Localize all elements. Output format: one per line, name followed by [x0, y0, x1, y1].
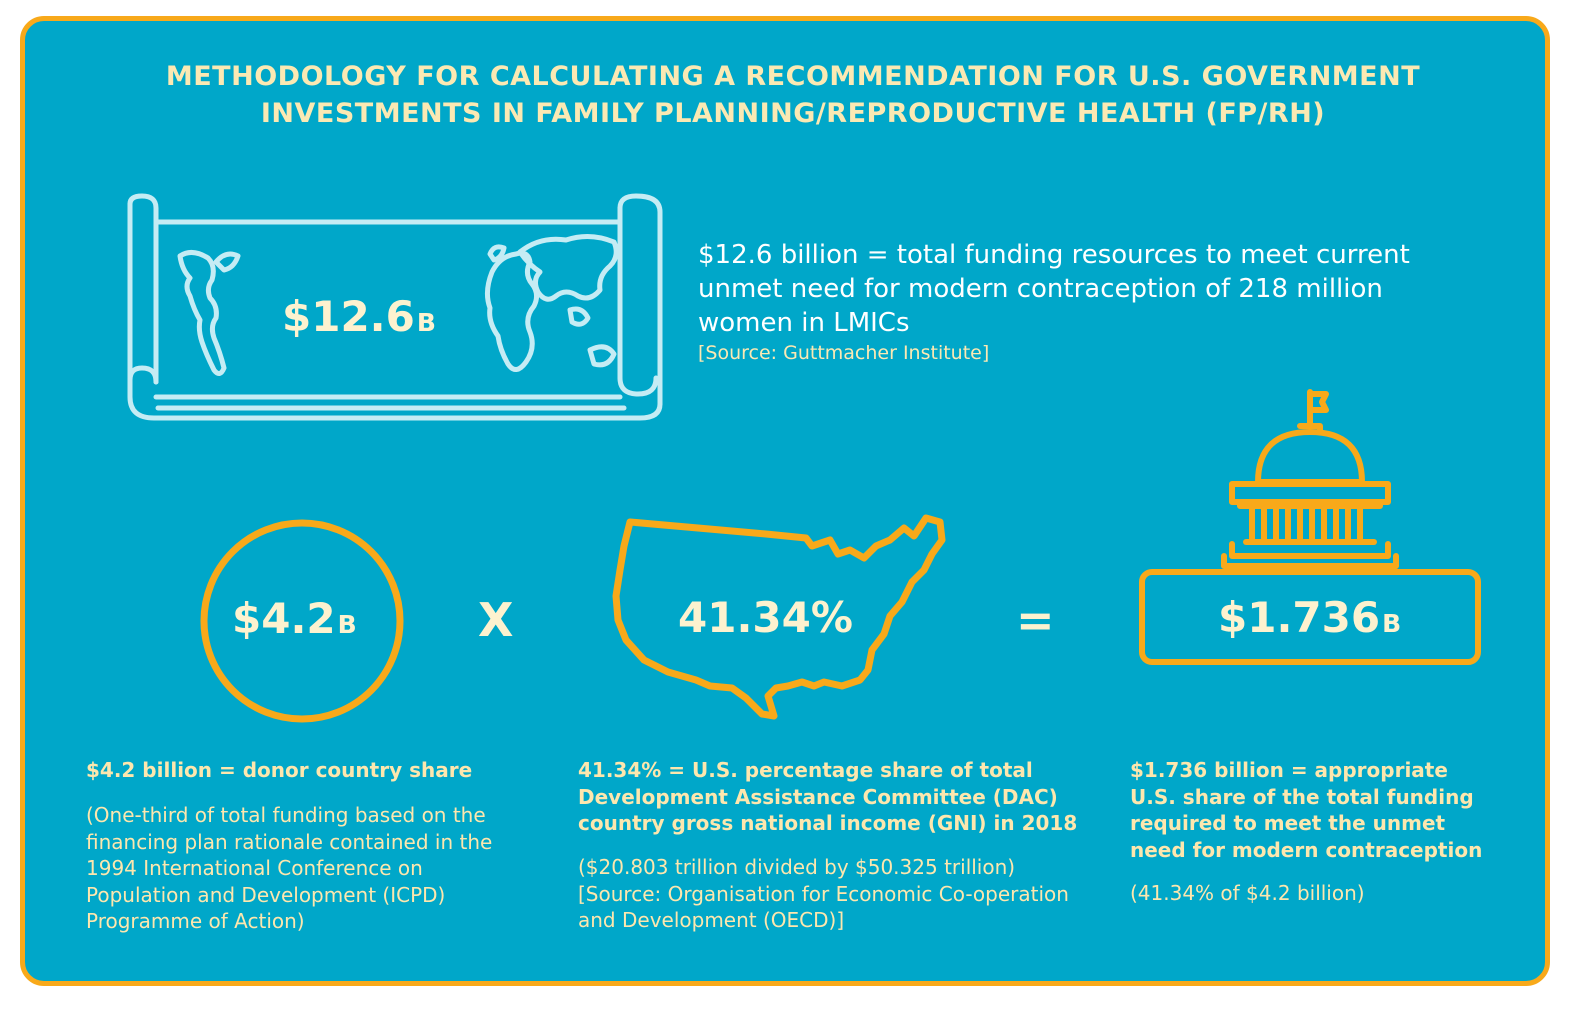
result-amount — [1218, 593, 1402, 642]
result-heading: $1.736 billion = appropriate U.S. share of the total funding required to meet the unmet need for modern contraception — [1130, 758, 1483, 862]
total-amount-unit: B — [416, 308, 436, 337]
multiply-symbol: X — [478, 593, 514, 647]
donor-share-body: (One-third of total funding based on the financing plan rationale contained in the 1994 International Conference on Population and Development (ICPD) Programme of Action) — [86, 803, 493, 933]
total-amount — [282, 292, 436, 341]
title-line-1: METHODOLOGY FOR CALCULATING A RECOMMENDATION FOR U.S. GOVERNMENT — [165, 61, 1421, 92]
total-description: $12.6 billion = total funding resources to meet current unmet need for modern contraception of 218 million women in LMICs — [698, 240, 1410, 338]
title-line-2: INVESTMENTS IN FAMILY PLANNING/REPRODUCTIVE HEALTH (FP/RH) — [260, 98, 1326, 129]
donor-share-amount — [232, 594, 357, 643]
us-percentage-value: 41.34% — [678, 593, 853, 642]
equals-symbol: = — [1016, 593, 1055, 647]
donor-share-value: $4.2 — [232, 594, 336, 643]
result-body: (41.34% of $4.2 billion) — [1130, 881, 1365, 905]
us-percentage-heading: 41.34% = U.S. percentage share of total Development Assistance Committee (DAC) country gross national income (GNI) in 2018 — [578, 758, 1078, 835]
total-amount-value: $12.6 — [282, 292, 415, 341]
donor-share-unit: B — [337, 610, 357, 639]
result-value: $1.736 — [1218, 593, 1381, 642]
result-unit: B — [1382, 609, 1402, 638]
page-title — [0, 58, 1586, 132]
total-source: [Source: Guttmacher Institute] — [698, 342, 990, 364]
donor-share-heading: $4.2 billion = donor country share — [86, 758, 473, 782]
us-percentage-body: ($20.803 trillion divided by $50.325 trillion) [Source: Organisation for Economic Co-operation and Development (OECD)] — [578, 855, 1069, 932]
